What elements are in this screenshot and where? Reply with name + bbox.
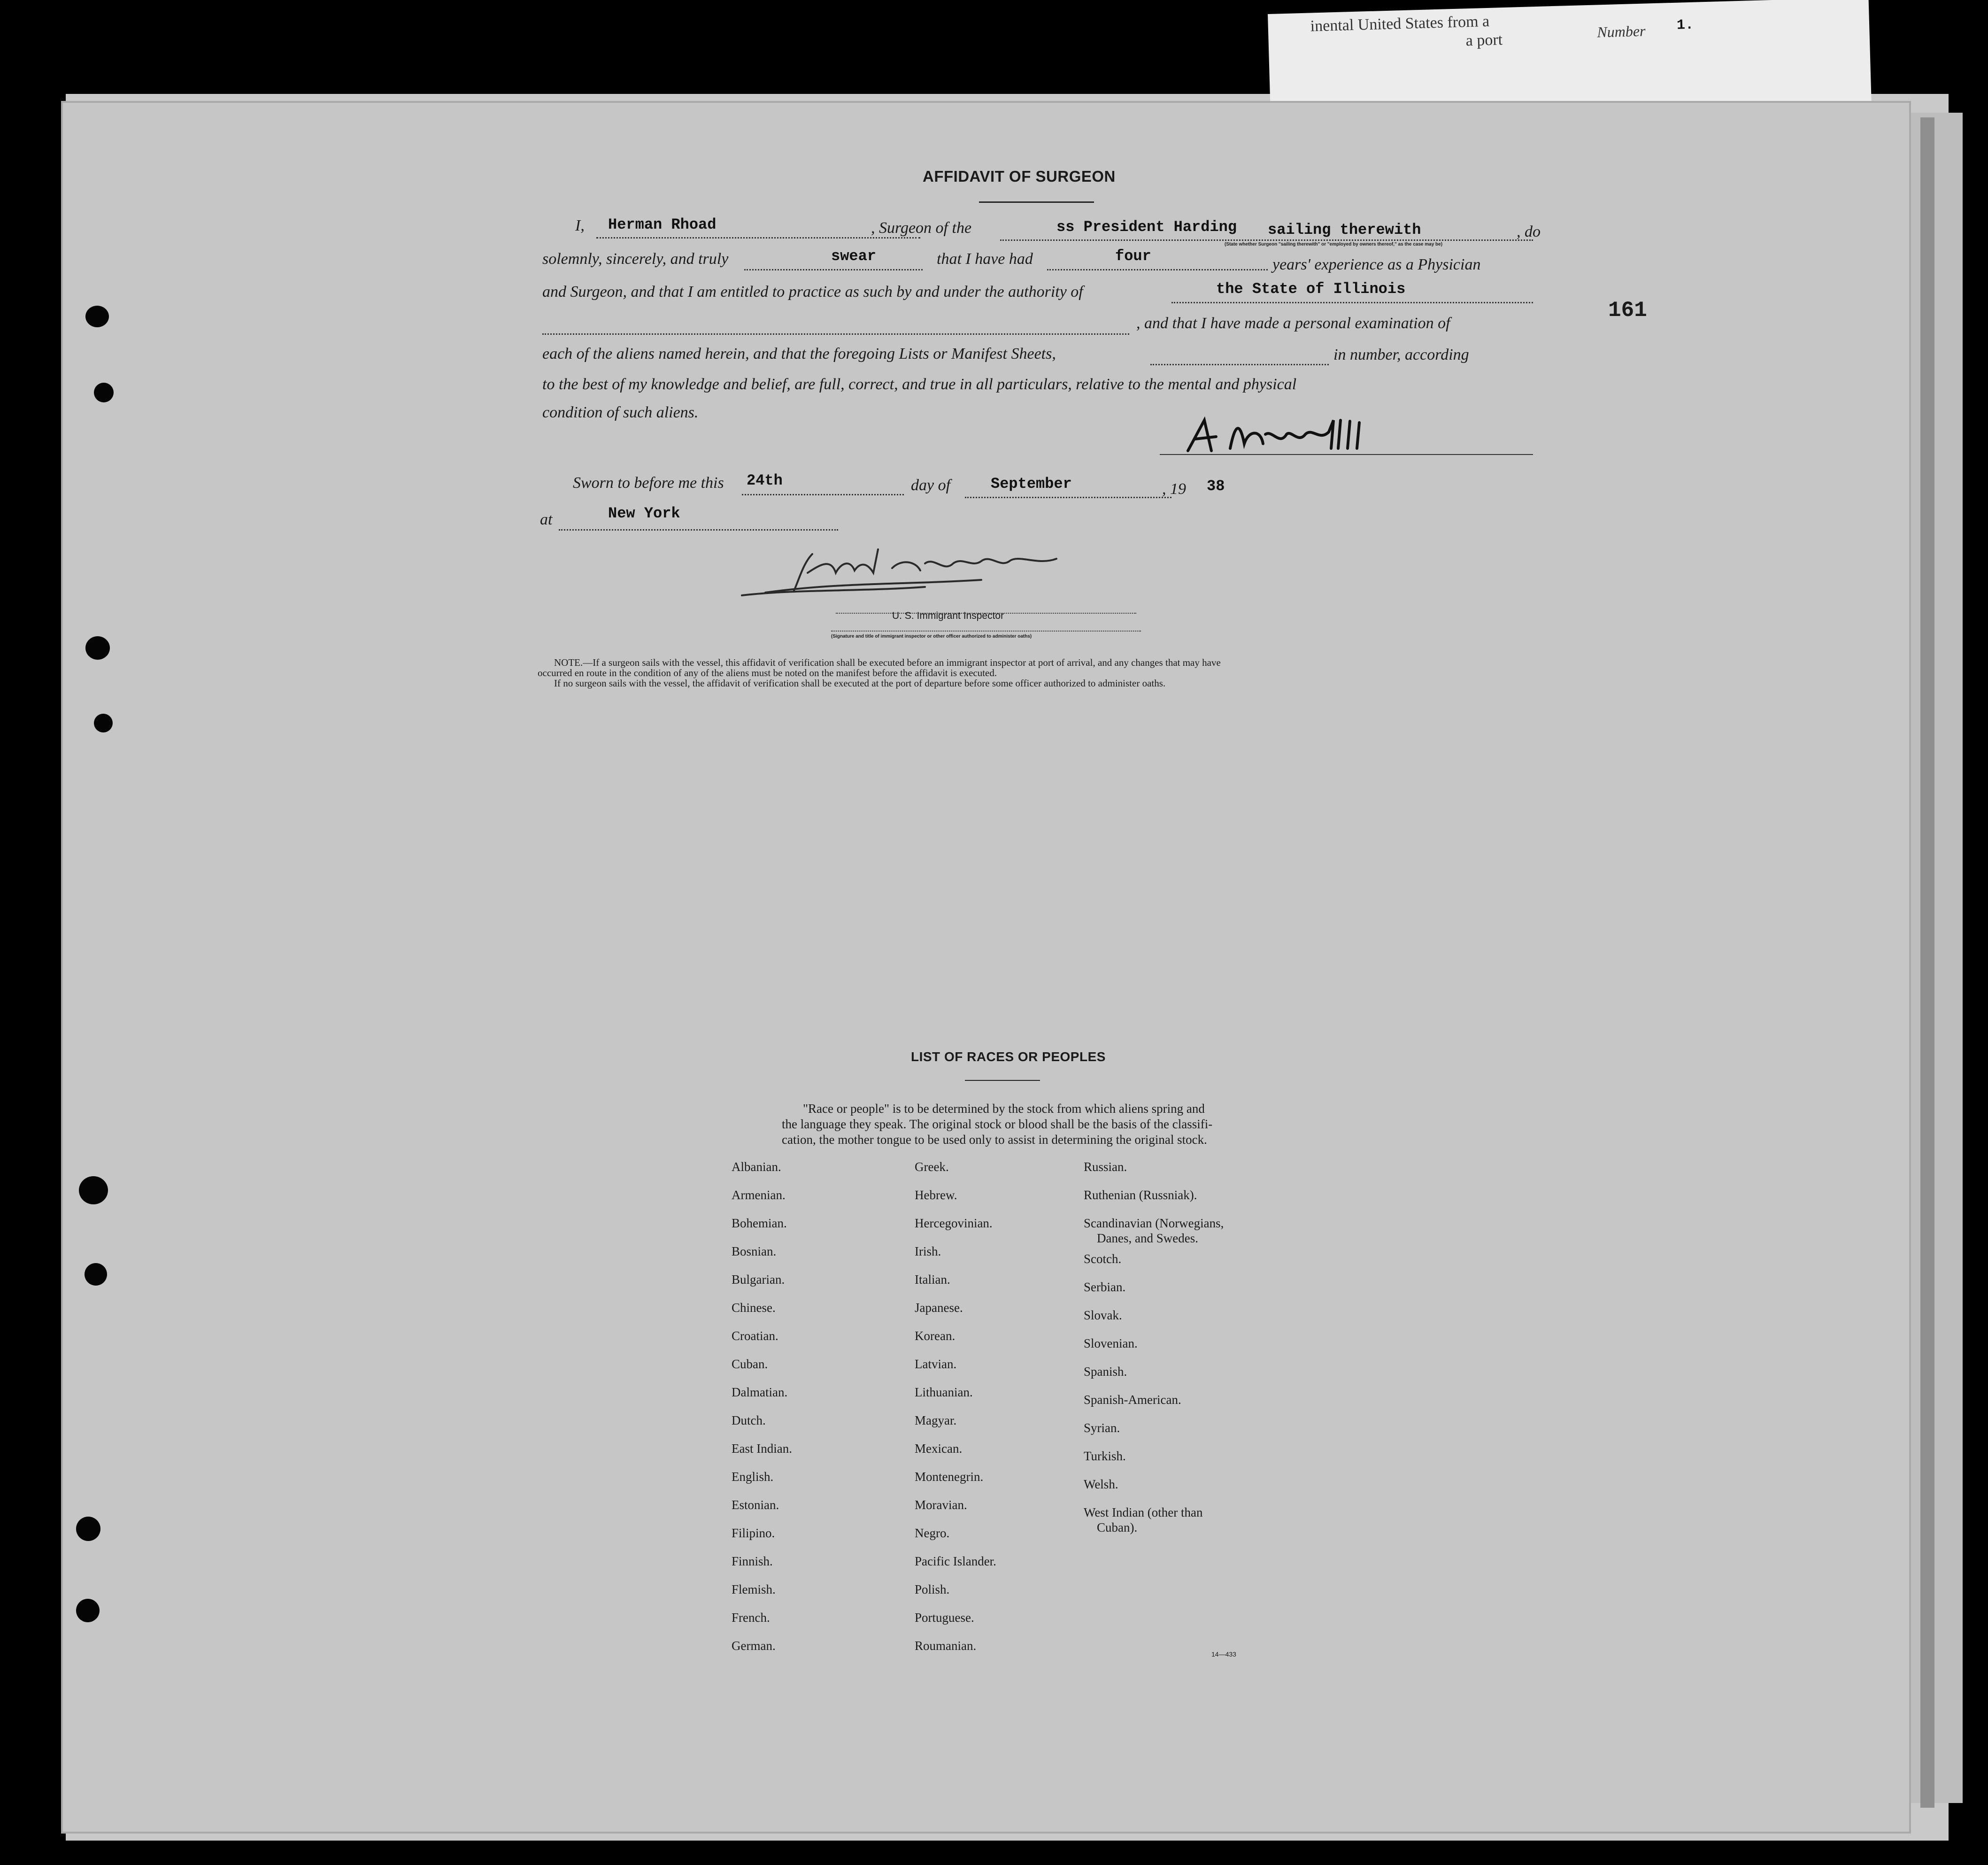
race-item: Spanish. xyxy=(1084,1364,1127,1379)
race-item: Cuban. xyxy=(732,1357,768,1371)
title-underline xyxy=(979,201,1094,203)
have-had-label: that I have had xyxy=(937,250,1033,268)
race-item: West Indian (other than xyxy=(1084,1505,1203,1519)
at-label: at xyxy=(540,511,553,528)
oath-line xyxy=(744,269,923,270)
authority-label: and Surgeon, and that I am entitled to practice as such by and under the authority of xyxy=(542,283,1083,301)
race-item: French. xyxy=(732,1611,770,1625)
sworn-day-line xyxy=(742,494,904,495)
race-item: Hebrew. xyxy=(915,1188,957,1202)
number-value: 1. xyxy=(1676,17,1694,34)
race-item: Estonian. xyxy=(732,1498,779,1512)
race-item: Polish. xyxy=(915,1582,950,1596)
page-number: 161 xyxy=(1608,298,1647,323)
races-intro xyxy=(782,1101,1331,1148)
race-item: Bohemian. xyxy=(732,1216,787,1230)
surgeon-name: Herman Rhoad xyxy=(608,216,717,233)
sworn-label: Sworn to before me this xyxy=(573,474,724,492)
examination-label: , and that I have made a personal examination of xyxy=(1136,315,1450,332)
note-line-2: occurred en route in the condition of any of the aliens must be noted on the manifest before the affidavit is executed. xyxy=(538,667,997,678)
race-item: Danes, and Swedes. xyxy=(1097,1231,1198,1245)
punch-hole xyxy=(94,714,113,732)
race-item: Slovak. xyxy=(1084,1308,1122,1322)
affidavit-title: AFFIDAVIT OF SURGEON xyxy=(923,168,1116,185)
form-number: 14—433 xyxy=(1211,1650,1236,1658)
top-sheet-line1: inental United States from a xyxy=(1310,12,1490,35)
punch-hole xyxy=(76,1599,100,1622)
race-item: Cuban). xyxy=(1097,1520,1138,1534)
race-item: Japanese. xyxy=(915,1301,963,1315)
officer-signature xyxy=(737,540,1160,601)
page-edge xyxy=(1920,117,1934,1808)
vessel-name: ss President Harding xyxy=(1056,218,1237,236)
affidavit-page xyxy=(61,101,1911,1834)
manifest-label: each of the aliens named herein, and that the foregoing Lists or Manifest Sheets, xyxy=(542,345,1056,362)
race-item: Finnish. xyxy=(732,1554,773,1568)
sailing-status: sailing therewith xyxy=(1268,221,1421,239)
race-item: Montenegrin. xyxy=(915,1470,984,1484)
race-item: Pacific Islander. xyxy=(915,1554,996,1568)
condition-label: condition of such aliens. xyxy=(542,404,699,421)
sheets-count-line xyxy=(1150,364,1329,365)
race-item: Ruthenian (Russniak). xyxy=(1084,1188,1197,1202)
sworn-month: September xyxy=(991,475,1072,493)
race-item: Turkish. xyxy=(1084,1449,1126,1463)
race-item: Irish. xyxy=(915,1244,941,1258)
place-line xyxy=(559,529,838,531)
year-prefix: , 19 xyxy=(1162,480,1186,498)
surgeon-signature-line xyxy=(1160,454,1533,455)
day-of-label: day of xyxy=(911,477,951,494)
race-item: Moravian. xyxy=(915,1498,967,1512)
sworn-day: 24th xyxy=(747,472,783,489)
surgeon-signature xyxy=(1179,416,1413,458)
race-item: Filipino. xyxy=(732,1526,775,1540)
race-item: Negro. xyxy=(915,1526,950,1540)
oath-type: swear xyxy=(831,247,877,265)
race-item: Flemish. xyxy=(732,1582,776,1596)
note-line-3: If no surgeon sails with the vessel, the affidavit of verification shall be executed at the port of departure before some officer authorized to administer oaths. xyxy=(554,678,1166,689)
surgeon-name-line xyxy=(596,237,920,239)
note-line-1: NOTE.—If a surgeon sails with the vessel, this affidavit of verification shall be executed before an immigrant inspector at port of arrival, and any changes that may have xyxy=(554,657,1221,668)
vessel-line xyxy=(1000,239,1533,241)
race-item: Croatian. xyxy=(732,1329,778,1343)
race-item: Chinese. xyxy=(732,1301,776,1315)
i-label: I, xyxy=(575,217,585,234)
authority: the State of Illinois xyxy=(1216,280,1406,298)
place: New York xyxy=(608,505,680,522)
races-title: LIST OF RACES OR PEOPLES xyxy=(911,1049,1106,1064)
race-item: Latvian. xyxy=(915,1357,957,1371)
race-item: Albanian. xyxy=(732,1160,781,1174)
punch-hole xyxy=(94,383,114,402)
race-item: Bosnian. xyxy=(732,1244,777,1258)
race-item: Syrian. xyxy=(1084,1421,1120,1435)
race-item: Korean. xyxy=(915,1329,955,1343)
race-item: German. xyxy=(732,1639,776,1653)
punch-hole xyxy=(76,1517,100,1541)
race-item: Roumanian. xyxy=(915,1639,977,1653)
punch-hole xyxy=(79,1176,108,1204)
top-sheet-line2: a port xyxy=(1465,31,1503,50)
race-item: Russian. xyxy=(1084,1160,1127,1174)
race-item: Armenian. xyxy=(732,1188,786,1202)
race-item: Greek. xyxy=(915,1160,949,1174)
race-item: Mexican. xyxy=(915,1441,963,1456)
punch-hole xyxy=(85,1263,107,1286)
race-item: Serbian. xyxy=(1084,1280,1126,1294)
experience-label: years' experience as a Physician xyxy=(1272,256,1481,273)
punch-hole xyxy=(85,306,109,327)
race-item: English. xyxy=(732,1470,774,1484)
years: four xyxy=(1115,247,1151,265)
race-item: Magyar. xyxy=(915,1413,957,1427)
race-item: Welsh. xyxy=(1084,1477,1118,1491)
officer-caption: (Signature and title of immigrant inspector or other officer authorized to administer oaths) xyxy=(831,634,1032,639)
race-item: Scandinavian (Norwegians, xyxy=(1084,1216,1224,1230)
sworn-month-line xyxy=(965,497,1171,498)
races-intro-line-2: the language they speak. The original stock or blood shall be the basis of the classifi- xyxy=(782,1117,1213,1131)
years-line xyxy=(1047,269,1268,270)
race-item: Slovenian. xyxy=(1084,1336,1138,1350)
authority-continuation-line xyxy=(542,333,1129,335)
race-item: Bulgarian. xyxy=(732,1272,785,1287)
solemnly-label: solemnly, sincerely, and truly xyxy=(542,250,729,268)
race-item: Italian. xyxy=(915,1272,950,1287)
punch-hole xyxy=(85,636,110,660)
race-item: Dalmatian. xyxy=(732,1385,788,1399)
sailing-note: (State whether Surgeon "sailing therewith" or "employed by owners thereof," as the case may be) xyxy=(1224,242,1443,247)
races-intro-line-1: "Race or people" is to be determined by the stock from which aliens spring and xyxy=(803,1102,1205,1116)
races-intro-line-3: cation, the mother tongue to be used only to assist in determining the original stock. xyxy=(782,1133,1207,1147)
officer-title-line xyxy=(831,631,1141,632)
race-item: Scotch. xyxy=(1084,1252,1122,1266)
belief-label: to the best of my knowledge and belief, are full, correct, and true in all particulars, relative to the mental and physical xyxy=(542,376,1297,393)
race-item: Lithuanian. xyxy=(915,1385,973,1399)
number-label: Number xyxy=(1596,22,1646,41)
do-label: , do xyxy=(1517,223,1541,240)
race-item: East Indian. xyxy=(732,1441,792,1456)
races-title-underline xyxy=(965,1080,1040,1081)
race-item: Spanish-American. xyxy=(1084,1393,1181,1407)
officer-title: U. S. Immigrant Inspector xyxy=(892,610,1004,621)
race-item: Dutch. xyxy=(732,1413,766,1427)
race-item: Hercegovinian. xyxy=(915,1216,993,1230)
race-item: Portuguese. xyxy=(915,1611,974,1625)
surgeon-of-label: , Surgeon of the xyxy=(871,219,972,237)
sworn-year: 38 xyxy=(1207,478,1225,495)
authority-line xyxy=(1171,302,1533,303)
in-number-label: in number, according xyxy=(1333,346,1469,363)
